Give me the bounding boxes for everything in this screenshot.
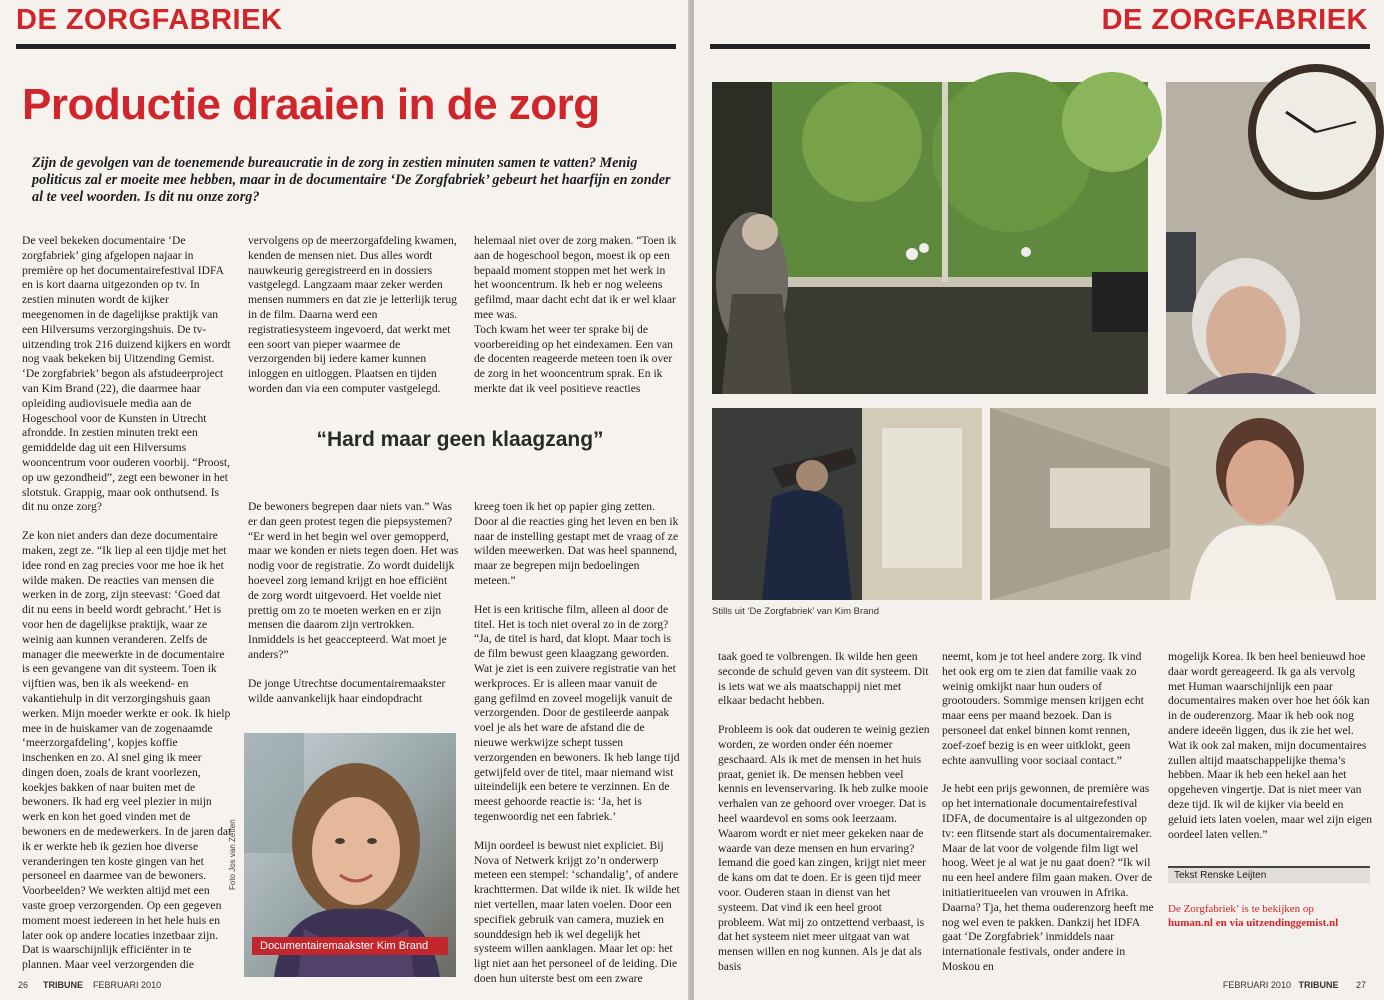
paragraph: Toch kwam het weer ter sprake bij de voorbereiding op het eindexamen. Een van de docenten reageerde meteen toen ik over de zorg in het wooncentrum sprak. En ik merkte dat ik veel positieve reacties — [474, 322, 673, 395]
paragraph: helemaal niet over de zorg maken. “Toen ik aan de hogeschool begon, moest ik op een bepaald moment stoppen met het werk in het wooncentrum. Ik heb er nog weleens gefilmd, maar dacht echt dat ik er wel klaar mee was. — [474, 234, 677, 321]
section-title-left: DE ZORGFABRIEK — [16, 4, 283, 36]
header-rule-right — [710, 44, 1370, 49]
still-image-man — [712, 408, 982, 600]
portrait-caption: Documentairemaakster Kim Brand — [252, 937, 448, 955]
paragraph: Ze kon niet anders dan deze documentaire maken, zegt ze. “Ik liep al een tijdje met het idee rond en zag precies voor me hoe ik het wilde maken. De reacties van mensen die werken in de zorg, zijn steevast: ‘Goed dat dit nu eens in beeld wordt gebracht.’ Het is voor hen de dagelijkse praktijk, waar ze weinig aan kunnen veranderen. Zelfs de manager die meewerkte in de documentaire is een gevangene van dit systeem. Toen ik vijftien was, ben ik als weekend- en vakantiehulp in dit verzorgingshuis gaan werken. Mijn moeder werkte er ook. Ik hielp mee in de huiskamer van de zogenaamde ‘meerzorgafdeling’, kopjes koffie inschenken en zo. Al snel ging ik meer dingen doen, zoals de krant voorlezen, koekjes bakken of naar buiten met de bewoners. Ik had erg veel plezier in mijn werk en kon het goed vinden met de bewoners en de medewerkers. In de jaren dat ik er werkte heb ik gezien hoe diverse veranderingen ten koste gingen van het personeel en daarmee van de bewoners. Voorbeelden? We werkten altijd met een vaste groep verzorgenden. Op een gegeven moment moest iedereen in het hele huis en later ook op andere locaties inzetbaar zijn. Dat is waarschijnlijk efficiënter in te plannen. Maar veel verzorgenden die — [22, 529, 232, 972]
column-1 — [22, 234, 232, 976]
still-photo-nurse — [990, 408, 1376, 600]
pull-quote: “Hard maar geen klaagzang” — [316, 428, 604, 451]
folio-right — [1223, 980, 1366, 990]
paragraph: kreeg toen ik het op papier ging zetten. Door al die reacties ging het leven en ben ik naar de instelling gestapt met de vraag of ze wilden meewerken. Dat was heel spannend, maar ze begrepen mijn bedoelingen meteen.” — [474, 500, 679, 587]
paragraph: De bewoners begrepen daar niets van.” Was er dan geen protest tegen die piepsystemen? “Er werd in het begin wel over gemopperd, maar we konden er niets tegen doen. Het was nodig voor de registratie. Zo wordt duidelijk hoeveel zorg iemand krijgt en hoe efficiënt de zorg wordt uitgevoerd. Het voelde niet prettig om zo te moeten werken en er zijn mensen die daarom zijn vertrokken. Inmiddels is het geaccepteerd. Wat moet je anders?” — [248, 500, 459, 661]
header-rule-left — [16, 44, 676, 49]
issue-date: FEBRUARI 2010 — [93, 980, 162, 990]
promo-box — [1168, 902, 1368, 930]
page-number: 26 — [18, 980, 29, 990]
magazine-name: TRIBUNE — [1298, 980, 1339, 990]
portrait-photo — [244, 733, 456, 977]
intro: Zijn de gevolgen van de toenemende bureaucratie in de zorg in zestien minuten samen te vatten? Menig politicus zal er moeite mee hebben, maar in de documentaire ‘De Zorgfabriek’ gebeurt het haarfijn en zonder al te veel woorden. Is dit nu onze zorg? — [32, 155, 671, 205]
right-column-1 — [718, 650, 930, 980]
headline: Productie draaien in de zorg — [22, 80, 600, 129]
author-credit: Tekst Renske Leijten — [1168, 866, 1370, 883]
right-column-2 — [942, 650, 1154, 980]
paragraph: Het is een kritische film, alleen al door de titel. Het is toch niet overal zo in de zorg? “Ja, de titel is hard, dat klopt. Maar toch is de film bewust geen klaagzang geworden. Wat je ziet is een zuivere registratie van het werkproces. Er is alleen maar vanuit de gang gefilmd en zoveel mogelijk vanuit de verzorgenden. Door de gestileerde aanpak voel je als het ware de afstand die de nieuwe werkwijze schept tussen verzorgenden en bewoners. Ik heb lange tijd getwijfeld over de titel, maar niemand wist uiteindelijk een betere te verzinnen. En de meest gehoorde reactie is: ‘Ja, het is tegenwoordig net een fabriek.’ — [474, 602, 680, 823]
still-photo-clock — [1166, 82, 1376, 394]
paragraph: taak goed te volbrengen. Ik wilde hen geen seconde de schuld geven van dit systeem. Dit is iets wat we als maatschappij niet met elkaar bedacht hebben. — [718, 650, 929, 708]
promo-line-1: De Zorgfabriek’ is te bekijken op — [1168, 903, 1314, 915]
folio-left — [18, 980, 161, 990]
still-image-window — [712, 82, 1148, 394]
page-number: 27 — [1355, 980, 1366, 990]
paragraph: De jonge Utrechtse documentairemaakster wilde aanvankelijk haar eindopdracht — [248, 676, 446, 705]
paragraph: Je hebt een prijs gewonnen, de première was op het internationale documentairefestival IDFA, de documentaire is al uitgezonden op tv: een flitsende start als documentairemaker. Maar de lat voor de volgende film ligt wel hoog. Weet je al wat je nu gaat doen? “Ik wil nu een heel andere film gaan maken. Over de initiatieritueelen van vrouwen in Afrika. Daarna? Tja, het thema ouderenzorg heeft me nog wel even te pakken. Dankzij het IDFA gaat ‘De Zorgfabriek’ inmiddels naar internationale festivals, onder andere in Moskou en — [942, 782, 1154, 973]
column-2-top — [248, 234, 460, 414]
right-column-3 — [1168, 650, 1374, 860]
photo-credit: Foto Jos van Zetten — [228, 819, 237, 890]
paragraph: mogelijk Korea. Ik ben heel benieuwd hoe daar wordt gereageerd. Ik ga als vervolg met Human waarschijnlijk een paar documentaires maken over hoe het óók kan in de ouderenzorg. Maar ik heb ook nog andere ideeën liggen, dus ik zie het wel. Wat ik ook zal maken, mijn documentaires zullen altijd maatschappelijke thema’s hebben. Maar ik heb een hekel aan het opgeheven vingertje. Dat is niet meer van deze tijd. Ik wil de kijker via beeld en geluid iets laten voelen, maar wel zijn eigen oordeel laten vellen.” — [1168, 650, 1373, 841]
paragraph: Probleem is ook dat ouderen te weinig gezien worden, ze worden onder één noemer geschaard. Als ik met de mensen in het huis praat, geniet ik. De mensen hebben veel kennis en levenservaring. Ik heb zulke mooie verhalen van ze gehoord over vroeger. Dat is heel waardevol en soms ook leerzaam. Waarom wordt er niet meer gekeken naar de waarde van deze mensen en hun ervaring? Iemand die goed kan zingen, krijgt niet meer de kans om dat te doen. Er is geen tijd meer voor. Ouderen staan in dienst van het systeem. Dat vind ik een heel groot probleem. Wat mij zo ontzettend verbaast, is dat het systeem niet meer uitgaat van wat mensen willen en nog kunnen. Als je dat als basis — [718, 723, 930, 973]
right-page — [694, 0, 1384, 1000]
stills-caption: Stills uit ‘De Zorgfabriek’ van Kim Brand — [712, 606, 880, 617]
paragraph: neemt, kom je tot heel andere zorg. Ik vind het ook erg om te zien dat familie vaak zo weinig omkijkt naar hun ouders of grootouders. Sommige mensen krijgen echt maar eens per maand bezoek. Dan is personeel dat enkel binnen komt rennen, zoef-zoef bezig is en weer uitklokt, geen echte aanvulling voor sociaal contact.” — [942, 650, 1144, 767]
column-3-top — [474, 234, 680, 414]
column-3-bottom — [474, 500, 680, 985]
issue-date: FEBRUARI 2010 — [1222, 980, 1291, 990]
still-photo-window — [712, 82, 1148, 394]
magazine-name: TRIBUNE — [43, 980, 84, 990]
still-image-nurse — [990, 408, 1376, 600]
paragraph: Mijn oordeel is bewust niet expliciet. Bij Nova of Netwerk krijgt zo’n onderwerp meteen een stempel: ‘schandalig’, of andere krachttermen. Dat wilde ik niet. Ik wilde het niet vertellen, maar laten voelen. Door een specifiek gebruik van camera, muziek en sounddesign heb ik wel degelijk het systeem willen aanklagen. Maar let op: het ligt niet aan het personeel of de leiding. Die doen hun uiterste best om een zware — [474, 838, 680, 985]
column-2-bottom — [248, 500, 460, 715]
still-photo-man — [712, 408, 982, 600]
paragraph: De veel bekeken documentaire ‘De zorgfabriek’ ging afgelopen najaar in première op het documentairefestival IDFA en is kort daarna uitgezonden op tv. In zestien minuten wordt de kijker meegenomen in de dagelijkse praktijk van een Hilversums verzorgingshuis. De tv-uitzending trok 216 duizend kijkers en wordt nog vaak bekeken bij Uitzending Gemist. ‘De zorgfabriek’ begon als afstudeerproject van Kim Brand (22), die daarmee haar opleiding audiovisuele media aan de Hogeschool voor de Kunsten in Utrecht afrondde. In zestien minuten trekt een gemiddelde dag uit een Hilversums wooncentrum voor ouderen voorbij. “Proost, op uw gezondheid”, zegt een bewoner in het slotstuk. Grappig, maar ook onthutsend. Is dit nu onze zorg? — [22, 234, 231, 514]
still-image-clock — [1166, 82, 1376, 394]
left-page — [0, 0, 690, 1000]
promo-links[interactable]: human.nl en via uitzendinggemist.nl — [1168, 917, 1339, 929]
promo-line-2[interactable] — [1168, 916, 1368, 930]
paragraph: vervolgens op de meerzorgafdeling kwamen, kenden de mensen niet. Dus alles wordt nauwkeurig geregistreerd en in dossiers vastgelegd. Langzaam maar zeker werden mensen nummers en dat zie je letterlijk terug in de film. Daarna werd een registratiesysteem ingevoerd, dat werkt met een soort van pieper waarmee de verzorgenden bij iedere kamer kunnen inloggen en uitloggen. Plaatsen en tijden worden dan via een computer vastgelegd. — [248, 234, 457, 395]
section-title-right: DE ZORGFABRIEK — [1101, 4, 1368, 36]
